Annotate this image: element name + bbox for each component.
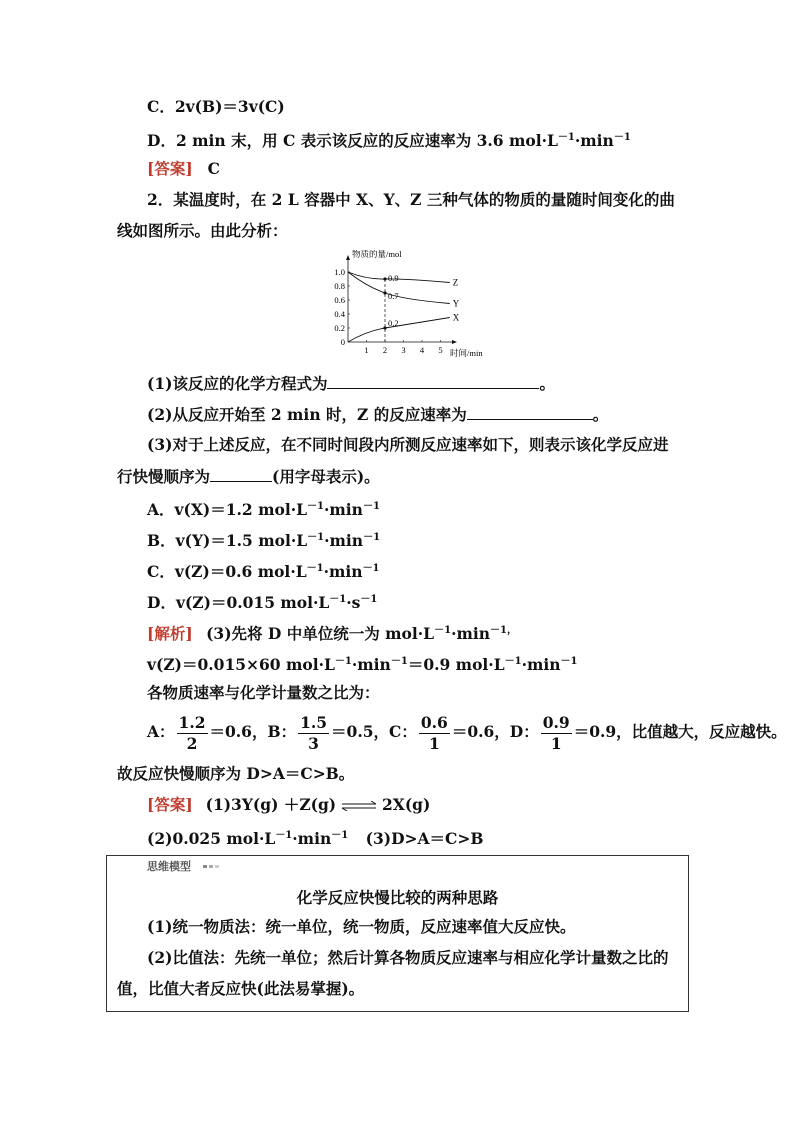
x-tick-label: 1 (364, 345, 369, 355)
ratio-fraction (177, 713, 208, 754)
x-axis-label: 时间/min (450, 348, 483, 358)
analysis-text: (3)先将 D 中单位统一为 mol·L (206, 624, 435, 643)
equation-left: (1)3Y(g) ＋Z(g) (205, 795, 337, 814)
answer-blank (467, 403, 593, 420)
box-label: 思维模型 (147, 860, 191, 873)
ratio-result: ＝0.6， (451, 722, 510, 741)
choice-d (147, 589, 377, 614)
answer-1 (147, 158, 220, 180)
y-tick-label: 1.0 (334, 267, 345, 277)
analysis-text: v(Z)＝0.015×60 mol·L (147, 655, 335, 674)
question-2-line2: 线如图所示。由此分析： (117, 221, 288, 240)
y-tick-label: 0.2 (334, 323, 345, 333)
ratio-row (147, 710, 787, 754)
x-axis-arrow-icon (452, 340, 457, 344)
sub3-post: (用字母表示)。 (272, 467, 380, 486)
analysis-line2 (147, 651, 578, 676)
unit-tail: ·min (292, 829, 332, 848)
answer-tag: [答案] (147, 795, 193, 814)
superscript: －1 (307, 532, 325, 543)
superscript: －1 (434, 625, 452, 636)
numerator: 0.9 (542, 712, 570, 732)
box-line3: 值，比值大者反应快(此法易掌握)。 (117, 979, 365, 998)
series-line-z (348, 272, 450, 283)
ratio-label: A： (147, 722, 175, 741)
period: 。 (539, 374, 555, 393)
equilibrium-arrow-icon (341, 801, 377, 811)
unit-tail: ·min (324, 531, 364, 550)
sub-question-2 (147, 403, 608, 426)
answer-blank (327, 372, 539, 389)
answer-2-line2 (147, 825, 483, 850)
x-tick-label: 4 (419, 345, 425, 355)
ratio-result: ＝0.5， (331, 722, 390, 741)
superscript: －1 (362, 501, 380, 512)
option-c (147, 96, 285, 118)
ratio-fraction (419, 713, 450, 754)
denominator: 3 (308, 733, 319, 753)
superscript: －1 (275, 830, 293, 841)
choice-c (147, 558, 380, 583)
superscript: －1 (363, 532, 381, 543)
unit-tail: ·s (346, 593, 361, 612)
denominator: 1 (428, 733, 440, 753)
ratio-label: D： (509, 722, 539, 741)
sub-question-1 (147, 372, 555, 395)
denominator: 1 (550, 733, 562, 753)
superscript: －1 (560, 656, 578, 667)
x-tick-label: 3 (401, 345, 406, 355)
y-tick-label: 0.4 (334, 309, 345, 319)
choice-b (147, 527, 380, 552)
unit-tail: ·min (451, 624, 491, 643)
y-axis-arrow-icon (346, 255, 350, 260)
answer-rate: (2)0.025 mol·L (147, 829, 276, 848)
question-2-line1: 2．某温度时，在 2 L 容器中 X、Y、Z 三种气体的物质的量随时间变化的曲 (147, 190, 675, 209)
box-line2: (2)比值法：先统一单位；然后计算各物质反应速率与相应化学计量数之比的 (147, 948, 669, 967)
sub2-text: (2)从反应开始至 2 min 时，Z 的反应速率为 (147, 405, 467, 424)
option-d-text: D．2 min 末，用 C 表示该反应的反应速率为 3.6 mol·L (147, 131, 558, 150)
box-line1: (1)统一物质法：统一单位，统一物质，反应速率值大反应快。 (147, 917, 576, 936)
superscript: －1 (557, 132, 575, 143)
superscript: －1 (362, 563, 380, 574)
x-tick-label: 2 (382, 345, 388, 355)
choice-expr: v(Z)＝0.015 mol·L (175, 593, 330, 612)
superscript: －1 (329, 594, 347, 605)
unit-tail: ·min (521, 655, 561, 674)
superscript: －1 (307, 501, 324, 512)
ratio-result: ＝0.9，比值越大，反应越快。 (573, 722, 787, 741)
y-tick-label: 0 (340, 337, 345, 347)
answer-value: C (207, 159, 220, 178)
period: 。 (592, 405, 609, 424)
numerator: 1.2 (178, 712, 206, 732)
option-c-label: C． (147, 97, 175, 116)
answer-2-line1 (147, 794, 430, 816)
ratio-label: C： (389, 722, 417, 741)
y-axis-label: 物质的量/mol (352, 250, 402, 259)
ratio-label: B： (267, 722, 297, 741)
choice-expr: v(Z)＝0.6 mol·L (174, 562, 307, 581)
superscript: －1 (613, 132, 631, 143)
choice-expr: v(Y)＝1.5 mol·L (175, 531, 308, 550)
sub3-pre: 行快慢顺序为 (117, 467, 211, 486)
choice-a (147, 496, 380, 521)
equation-right: 2X(g) (382, 795, 431, 814)
ratio-result: ＝0.6， (209, 722, 268, 741)
sub1-text: (1)该反应的化学方程式为 (147, 374, 328, 393)
superscript: －1 (390, 656, 408, 667)
x-tick-label: 5 (438, 345, 443, 355)
choice-label: A． (147, 500, 175, 519)
superscript: －1 (334, 656, 352, 667)
option-c-expr: 2v(B)＝3v(C) (174, 97, 285, 116)
superscript: －1 (504, 656, 522, 667)
series-label-y: Y (452, 298, 460, 309)
series-point-x (383, 326, 386, 329)
ratio-fraction (541, 713, 572, 754)
choice-label: D． (147, 593, 176, 612)
unit-tail: ·min (323, 500, 363, 519)
answer-tag: [答案] (147, 159, 193, 178)
superscript: －1 (306, 563, 324, 574)
answer-blank (210, 465, 272, 482)
denominator: 2 (186, 733, 198, 753)
decorative-dots-icon (203, 865, 223, 868)
analysis-eq: ＝0.9 mol·L (407, 655, 505, 674)
y-tick-label: 0.8 (334, 281, 345, 291)
numerator: 0.6 (420, 712, 448, 732)
analysis-conclusion: 故反应快慢顺序为 D>A＝C>B。 (117, 764, 355, 783)
series-point-z (383, 277, 386, 280)
value-annotation: 0.9 (388, 273, 399, 283)
superscript: －1， (490, 625, 517, 636)
superscript: －1 (360, 594, 378, 605)
series-line-x (348, 318, 450, 343)
analysis-line1 (147, 620, 517, 645)
choice-expr: v(X)＝1.2 mol·L (174, 500, 308, 519)
ratio-fraction (298, 713, 329, 754)
value-annotation: 0.7 (388, 291, 399, 301)
answer-order: (3)D>A＝C>B (365, 829, 484, 848)
series-label-x: X (452, 312, 460, 323)
unit-mid: ·min (351, 655, 391, 674)
series-label-z: Z (452, 277, 459, 288)
numerator: 1.5 (300, 712, 328, 732)
analysis-line3: 各物质速率与化学计量数之比为： (147, 683, 380, 702)
choice-label: C． (147, 562, 175, 581)
analysis-tag: [解析] (147, 624, 193, 643)
amount-vs-time-chart (326, 250, 496, 362)
superscript: －1 (331, 830, 349, 841)
thinking-model-box (106, 855, 689, 1012)
box-title: 化学反应快慢比较的两种思路 (296, 888, 499, 907)
option-d (147, 127, 631, 152)
sub-question-3-line2 (117, 465, 380, 488)
y-tick-label: 0.6 (334, 295, 345, 305)
unit-tail: ·min (323, 562, 363, 581)
unit-tail: ·min (574, 131, 614, 150)
value-annotation: 0.2 (388, 318, 399, 328)
sub-question-3-line1: (3)对于上述反应，在不同时间段内所测反应速率如下，则表示该化学反应进 (147, 435, 669, 454)
choice-label: B． (147, 531, 176, 550)
series-point-y (383, 291, 386, 294)
